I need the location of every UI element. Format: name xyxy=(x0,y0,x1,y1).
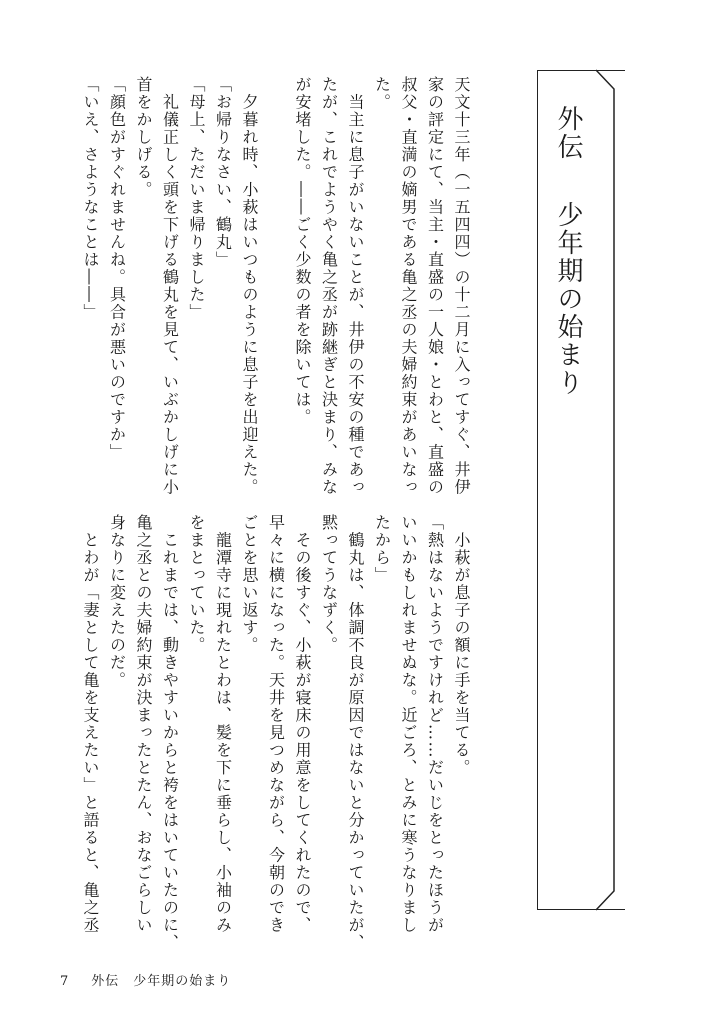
page-number: 7 xyxy=(60,974,70,989)
text-column: 「お帰りなさい、鶴丸」 xyxy=(213,76,233,269)
text-column: 龍潭寺に現れたとわは、髪を下に垂らし、小袖のみ xyxy=(213,514,233,934)
text-column: 「いえ、さようなことは――」 xyxy=(81,76,100,321)
text-column: 家の評定にて、当主・直盛の一人娘・とわと、直盛の xyxy=(425,76,445,496)
text-column: 礼儀正しく頭を下げる鶴丸を見て、いぶかしげに小 xyxy=(160,76,180,496)
text-column: これまでは、動きやすいからと袴をはいていたのに、 xyxy=(160,514,180,952)
text-column: 「熱はないようですけれど……だいじをとったほうが xyxy=(425,514,445,934)
text-column: たが、これでようやく亀之丞が跡継ぎと決まり、みな xyxy=(319,76,339,496)
text-column: 叔父・直満の嫡男である亀之丞の夫婦約束があいなっ xyxy=(399,76,418,496)
text-column: 夕暮れ時、小萩はいつものように息子を出迎えた。 xyxy=(240,76,259,496)
text-column: 亀之丞との夫婦約束が決まったとたん、おなごらしい xyxy=(134,514,153,934)
chapter-title-text: 少年期の始まり xyxy=(553,201,583,397)
text-column: 鶴丸は、体調不良が原因ではないと分かっていたが、 xyxy=(346,514,365,952)
text-column: た。 xyxy=(372,76,392,111)
text-column: 天文十三年（一五四四）の十二月に入ってすぐ、井伊 xyxy=(452,76,471,496)
text-column: たから」 xyxy=(372,514,392,584)
text-column xyxy=(262,76,289,486)
body-text-upper xyxy=(54,76,474,496)
text-column: 当主に息子がいないことが、井伊の不安の種であっ xyxy=(346,76,365,496)
text-column: 黙ってうなずく。 xyxy=(319,514,339,654)
running-title: 外伝 少年期の始まり xyxy=(91,974,232,989)
text-column: 首をかしげる。 xyxy=(134,76,153,199)
text-column: が安堵した。――ごく少数の者を除いては。 xyxy=(293,76,312,426)
text-column: 「母上、ただいま帰りました」 xyxy=(187,76,206,321)
text-column: いいかもしれませぬな。近ごろ、とみに寒うなりまし xyxy=(399,514,418,934)
text-column: 身なりに変えたのだ。 xyxy=(107,514,127,689)
text-column: ごとを思い返す。 xyxy=(240,514,259,654)
chapter-label: 外伝 xyxy=(553,105,583,161)
page-footer xyxy=(60,970,231,989)
text-column: とわが「妻として亀を支えたい」と語ると、亀之丞 xyxy=(81,514,100,934)
chapter-title xyxy=(550,105,587,895)
body-text-lower xyxy=(54,514,474,952)
text-column: 「顔色がすぐれませんね。具合が悪いのですか」 xyxy=(107,76,127,461)
text-column: 小萩が息子の額に手を当てる。 xyxy=(452,514,471,777)
text-column: その後すぐ、小萩が寝床の用意をしてくれたので、 xyxy=(293,514,312,934)
chapter-title-frame-point xyxy=(596,69,616,911)
text-column: をまとっていた。 xyxy=(187,514,206,654)
text-column: 早々に横になった。天井を見つめながら、今朝のでき xyxy=(266,514,286,934)
